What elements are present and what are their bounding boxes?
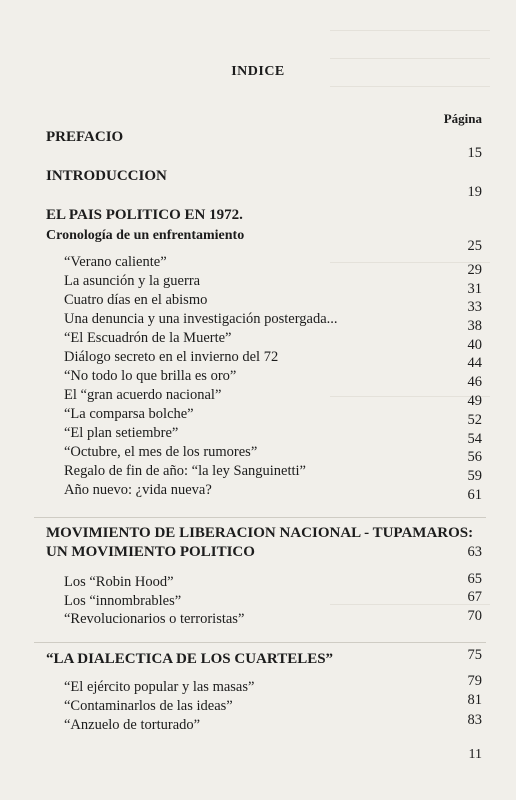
index-title: INDICE: [231, 64, 285, 79]
toc-entry: “El ejército popular y las masas”: [64, 679, 255, 695]
toc-page-number: 79: [467, 673, 482, 689]
toc-subtitle-cronologia: Cronología de un enfrentamiento: [46, 228, 245, 243]
page-column-header: Página: [443, 111, 482, 126]
toc-entry: El “gran acuerdo nacional”: [64, 387, 222, 403]
toc-page-number: 65: [467, 571, 482, 587]
toc-entry: Diálogo secreto en el invierno del 72: [64, 349, 279, 365]
bleed-through-line: [330, 604, 490, 605]
toc-page-number: 40: [467, 337, 482, 353]
toc-section-mln: MOVIMIENTO DE LIBERACION NACIONAL - TUPAMAROS:: [46, 525, 474, 541]
toc-page-number: 70: [467, 608, 482, 624]
toc-page-number: 52: [467, 412, 482, 428]
folio-page-number: 11: [468, 747, 482, 762]
toc-page-number: 44: [467, 355, 482, 371]
toc-section-prefacio: PREFACIO: [46, 129, 124, 145]
toc-entry: “Verano caliente”: [64, 254, 167, 270]
toc-page-number: 54: [467, 431, 482, 447]
toc-page-number: 15: [467, 145, 482, 161]
toc-page-number: 67: [467, 589, 482, 605]
toc-page-number: 61: [467, 487, 482, 503]
toc-entry: Regalo de fin de año: “la ley Sanguinetti”: [64, 463, 306, 479]
toc-page-number: 56: [467, 449, 482, 465]
toc-entry: Cuatro días en el abismo: [64, 292, 208, 308]
bleed-through-line: [330, 86, 490, 87]
toc-page-number: 38: [467, 318, 482, 334]
toc-entry: “Contaminarlos de las ideas”: [64, 698, 233, 714]
section-divider: [34, 517, 486, 518]
section-divider: [34, 642, 486, 643]
toc-page-number: 31: [467, 281, 482, 297]
toc-page-number: 49: [467, 393, 482, 409]
toc-entry: Los “innombrables”: [64, 593, 182, 609]
toc-page-number: 25: [467, 238, 482, 254]
toc-page-number: 75: [467, 647, 482, 663]
toc-page-number: 46: [467, 374, 482, 390]
toc-entry: “El plan setiembre”: [64, 425, 179, 441]
toc-page-number: 19: [467, 184, 482, 200]
toc-section-mln-line2: UN MOVIMIENTO POLITICO: [46, 544, 255, 560]
toc-page-number: 33: [467, 299, 482, 315]
toc-entry: “El Escuadrón de la Muerte”: [64, 330, 232, 346]
toc-section-introduccion: INTRODUCCION: [46, 168, 167, 184]
toc-entry: Una denuncia y una investigación postergada...: [64, 311, 338, 327]
toc-page-number: 59: [467, 468, 482, 484]
toc-page-number: 83: [467, 712, 482, 728]
toc-entry: Año nuevo: ¿vida nueva?: [64, 482, 212, 498]
toc-page-number: 63: [467, 544, 482, 560]
toc-page-number: 29: [467, 262, 482, 278]
toc-entry: Los “Robin Hood”: [64, 574, 174, 590]
toc-section-pais-politico: EL PAIS POLITICO EN 1972.: [46, 207, 243, 223]
toc-page-number: 81: [467, 692, 482, 708]
bleed-through-line: [330, 262, 490, 263]
toc-entry: “La comparsa bolche”: [64, 406, 194, 422]
toc-entry: “Octubre, el mes de los rumores”: [64, 444, 258, 460]
toc-entry: “No todo lo que brilla es oro”: [64, 368, 237, 384]
bleed-through-line: [330, 30, 490, 31]
toc-section-dialectica: “LA DIALECTICA DE LOS CUARTELES”: [46, 651, 334, 667]
bleed-through-line: [330, 58, 490, 59]
toc-entry: “Revolucionarios o terroristas”: [64, 611, 245, 627]
toc-entry: La asunción y la guerra: [64, 273, 201, 289]
bleed-through-line: [330, 396, 490, 397]
toc-entry: “Anzuelo de torturado”: [64, 717, 201, 733]
